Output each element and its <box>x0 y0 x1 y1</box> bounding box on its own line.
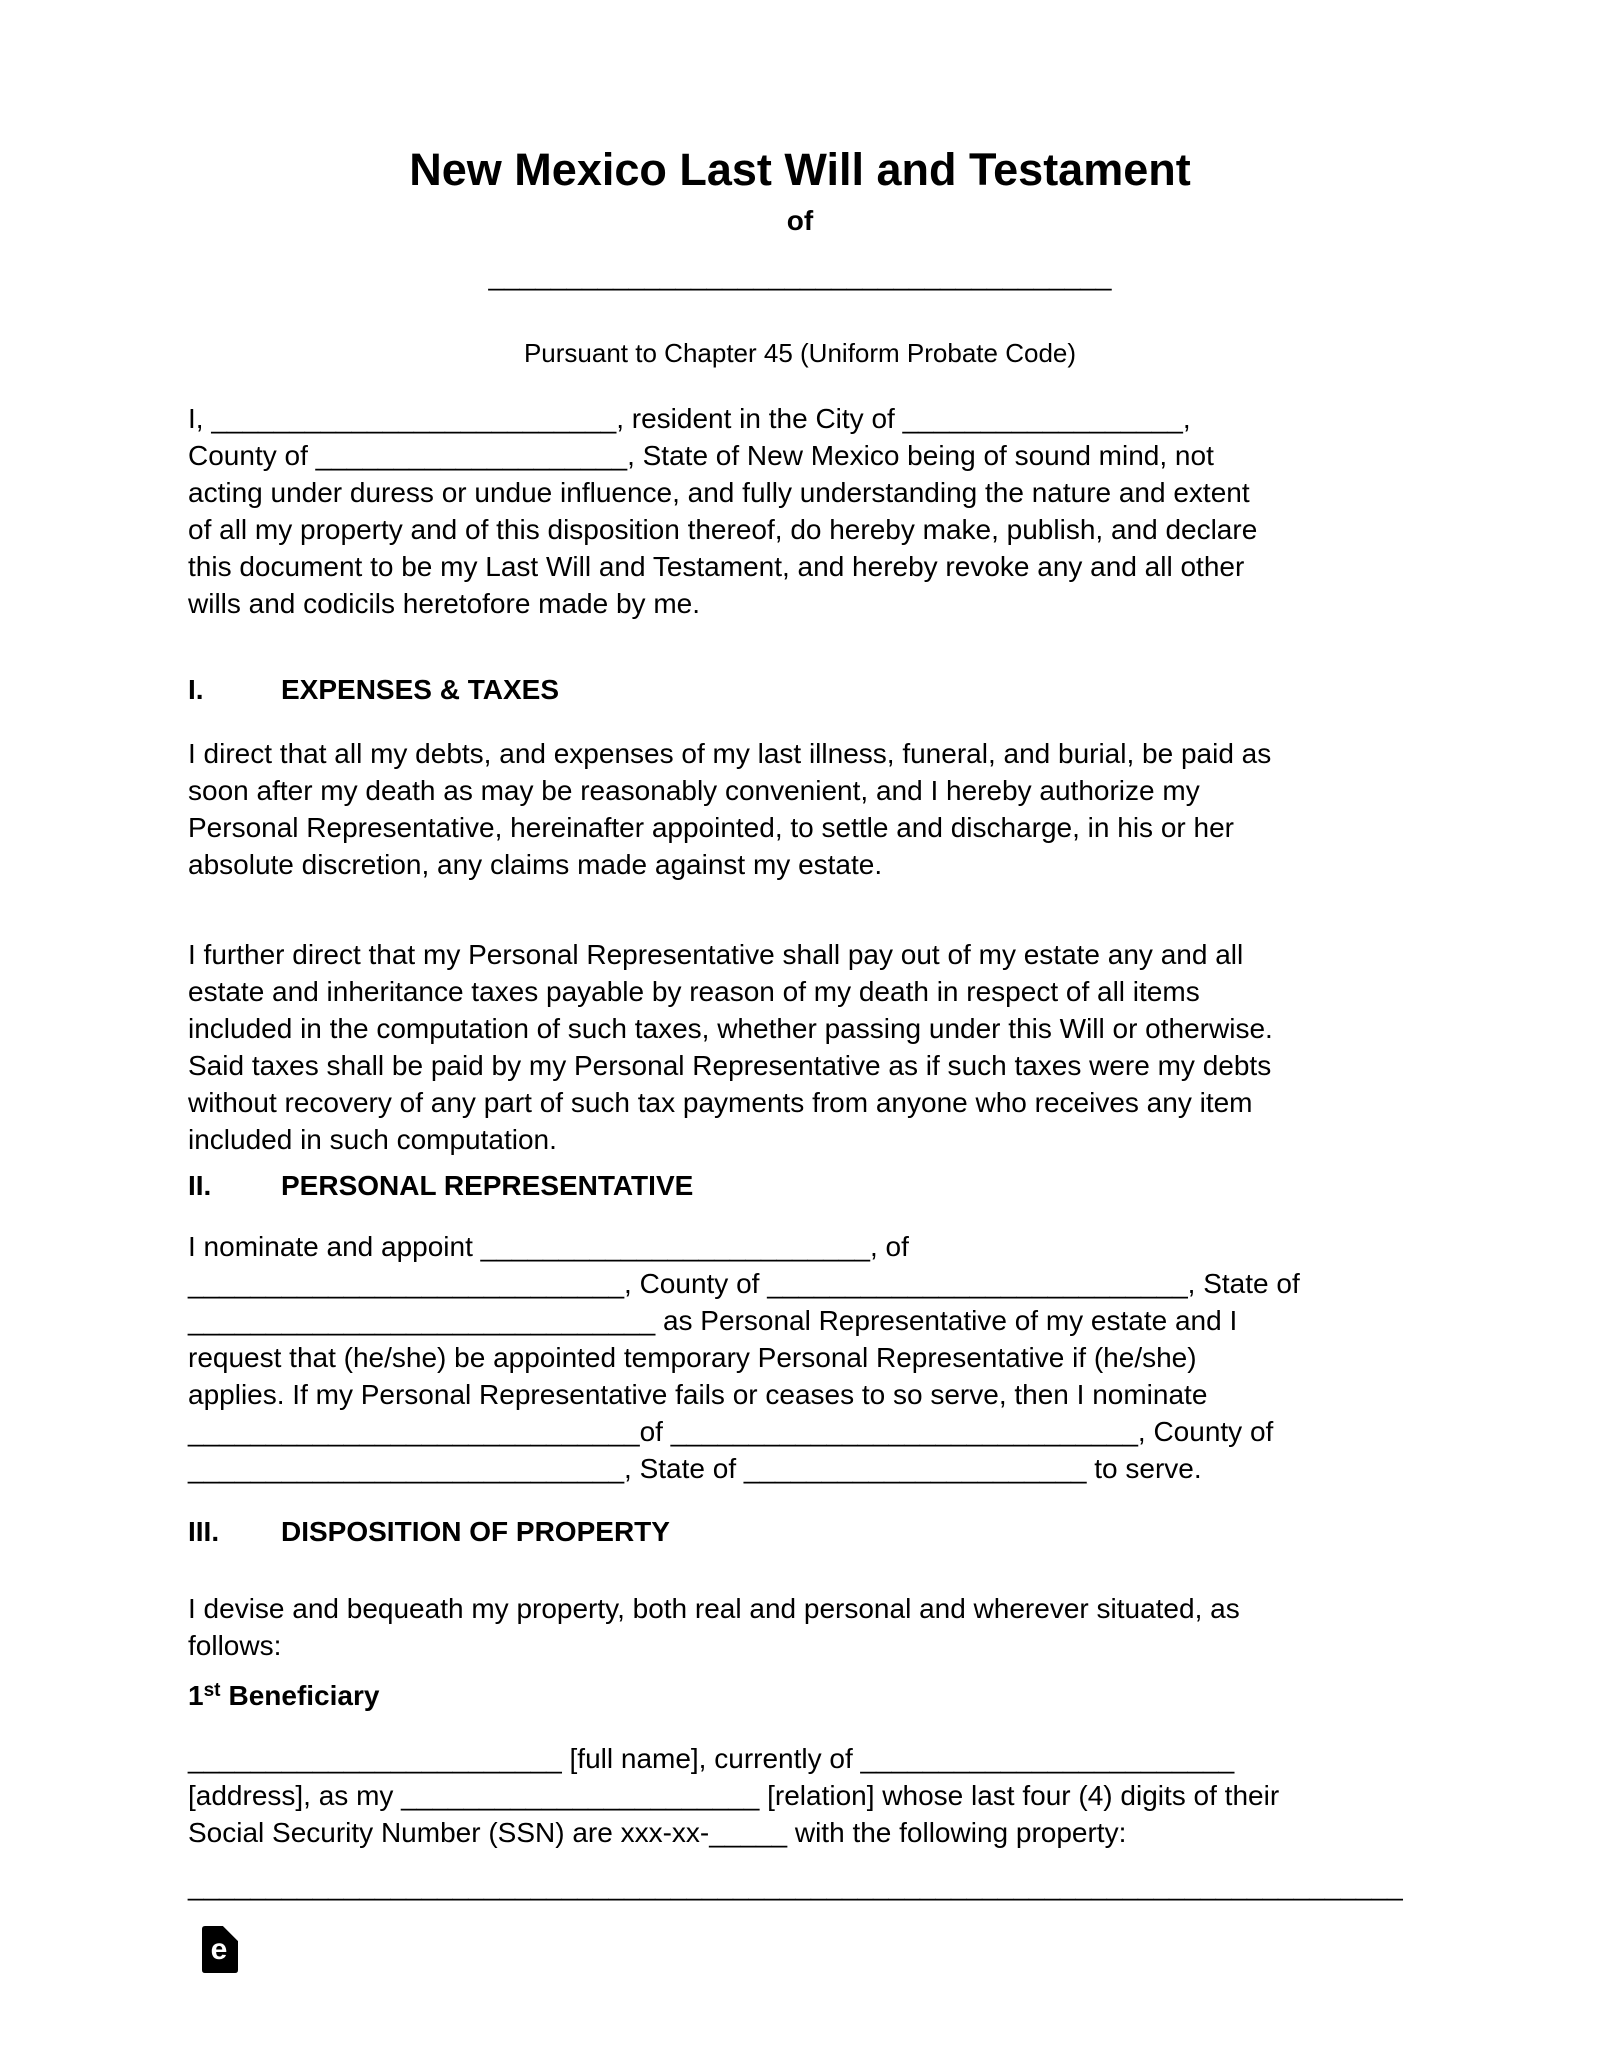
text-line: applies. If my Personal Representative fails or ceases to so serve, then I nominate <box>188 1379 1208 1410</box>
intro-paragraph <box>188 400 1257 622</box>
text-line: included in such computation. <box>188 1124 557 1155</box>
disposition-paragraph <box>188 1590 1240 1664</box>
text-line: County of ____________________, State of New Mexico being of sound mind, not <box>188 440 1214 471</box>
section-heading-personal-representative <box>188 1170 693 1202</box>
first-beneficiary-heading <box>188 1680 379 1712</box>
text-line: I further direct that my Personal Representative shall pay out of my estate any and all <box>188 939 1244 970</box>
personal-representative-paragraph <box>188 1228 1300 1487</box>
expenses-paragraph-1 <box>188 735 1271 883</box>
text-line: I direct that all my debts, and expenses of my last illness, funeral, and burial, be paid as <box>188 738 1272 769</box>
section-number: III. <box>188 1516 220 1547</box>
text-line: _____________________________of ______________________________, County of <box>188 1416 1274 1447</box>
text-line: Social Security Number (SSN) are xxx-xx-_____ with the following property: <box>188 1817 1127 1848</box>
section-number: I. <box>188 674 204 705</box>
text-line: estate and inheritance taxes payable by reason of my death in respect of all items <box>188 976 1200 1007</box>
eforms-logo <box>202 1926 238 1973</box>
section-title: DISPOSITION OF PROPERTY <box>281 1516 670 1547</box>
text-line: without recovery of any part of such tax payments from anyone who receives any item <box>188 1087 1253 1118</box>
text-line: absolute discretion, any claims made against my estate. <box>188 849 883 880</box>
text-line: ____________________________, State of ______________________ to serve. <box>188 1453 1202 1484</box>
section-heading-expenses-taxes <box>188 674 559 706</box>
beneficiary-heading-label: Beneficiary <box>228 1680 380 1711</box>
text-line: I, __________________________, resident in the City of __________________, <box>188 403 1191 434</box>
testator-name-blank: ________________________________________ <box>488 260 1112 291</box>
first-beneficiary-paragraph <box>188 1740 1279 1851</box>
text-line: follows: <box>188 1630 282 1661</box>
text-line: I devise and bequeath my property, both real and personal and wherever situated, as <box>188 1593 1240 1624</box>
eforms-logo-letter: e <box>210 1933 228 1966</box>
text-line: [address], as my _______________________ [relation] whose last four (4) digits of their <box>188 1780 1280 1811</box>
section-number: II. <box>188 1170 212 1201</box>
document-subtitle-of: of <box>786 205 814 236</box>
text-line: of all my property and of this disposition thereof, do hereby make, publish, and declare <box>188 514 1258 545</box>
text-line: I nominate and appoint _________________________, of <box>188 1231 909 1262</box>
section-title: EXPENSES & TAXES <box>281 674 560 705</box>
text-line: soon after my death as may be reasonably convenient, and I hereby authorize my <box>188 775 1200 806</box>
document-title: New Mexico Last Will and Testament <box>409 144 1191 195</box>
pursuant-note: Pursuant to Chapter 45 (Uniform Probate Code) <box>523 338 1077 368</box>
property-blank-rule: ______________________________________________________________________________ <box>188 1870 1403 1901</box>
beneficiary-ordinal-number: 1 <box>188 1680 204 1711</box>
text-line: acting under duress or undue influence, and fully understanding the nature and extent <box>188 477 1250 508</box>
expenses-paragraph-2 <box>188 936 1273 1158</box>
text-line: ____________________________, County of ___________________________, State of <box>188 1268 1300 1299</box>
section-title: PERSONAL REPRESENTATIVE <box>281 1170 694 1201</box>
beneficiary-ordinal-suffix: st <box>203 1680 221 1701</box>
text-line: Said taxes shall be paid by my Personal Representative as if such taxes were my debts <box>188 1050 1272 1081</box>
text-line: this document to be my Last Will and Testament, and hereby revoke any and all other <box>188 551 1245 582</box>
text-line: request that (he/she) be appointed temporary Personal Representative if (he/she) <box>188 1342 1197 1373</box>
text-line: wills and codicils heretofore made by me. <box>188 588 701 619</box>
text-line: ______________________________ as Personal Representative of my estate and I <box>188 1305 1238 1336</box>
text-line: ________________________ [full name], currently of ________________________ <box>188 1743 1235 1774</box>
text-line: included in the computation of such taxes, whether passing under this Will or otherwise. <box>188 1013 1273 1044</box>
text-line: Personal Representative, hereinafter appointed, to settle and discharge, in his or her <box>188 812 1234 843</box>
section-heading-disposition-of-property <box>188 1516 670 1548</box>
